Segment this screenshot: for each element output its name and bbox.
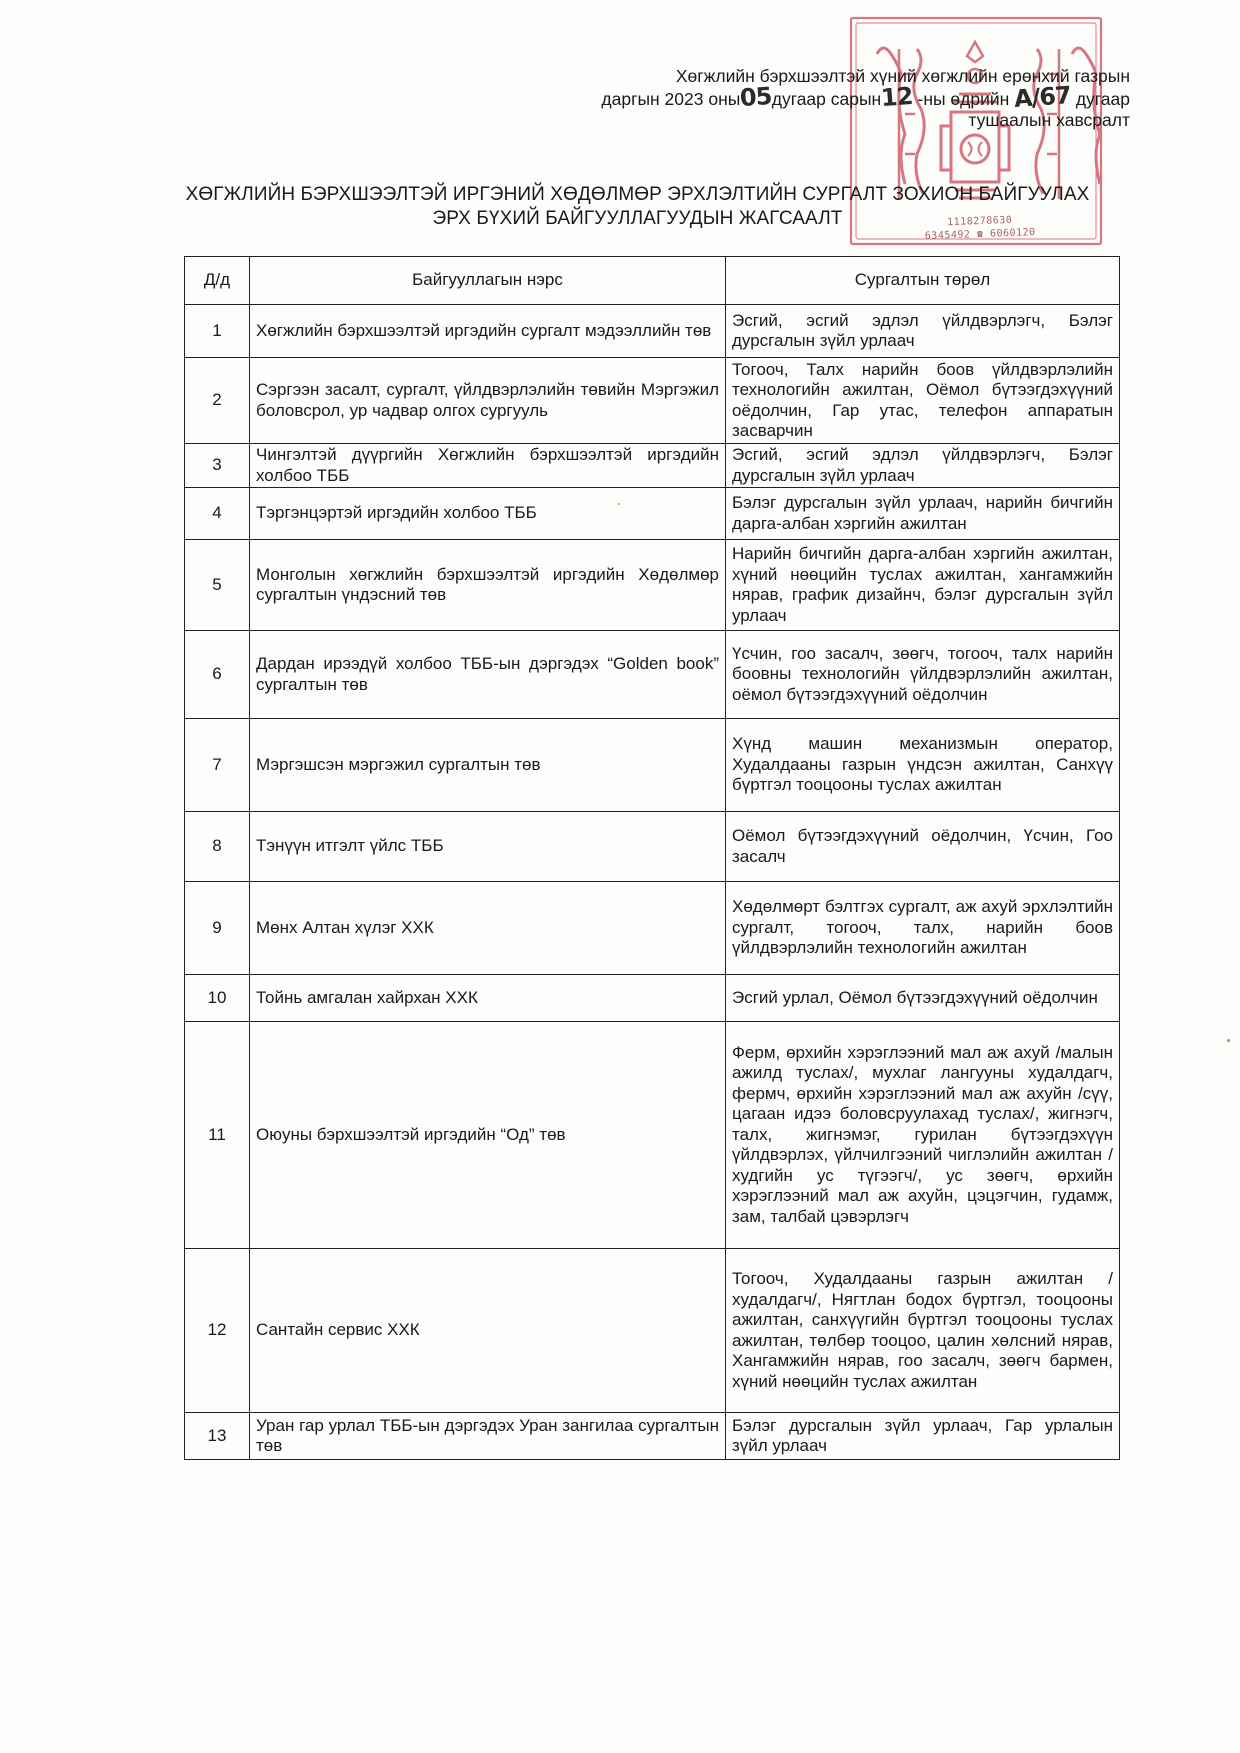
- annex-note-line3: тушаалын хавсралт: [968, 110, 1130, 130]
- table-row: [185, 1413, 1120, 1460]
- table-row: [185, 488, 1120, 540]
- document-title-line2: ЭРХ БҮХИЙ БАЙГУУЛЛАГУУДЫН ЖАГСААЛТ: [432, 208, 843, 229]
- organization-name: Мэргэшсэн мэргэжил сургалтын төв: [250, 719, 726, 812]
- table-row: [185, 1249, 1120, 1413]
- annex-note-line1: Хөгжлийн бэрхшээлтэй хүний хөгжлийн ерөнхий газрын: [675, 66, 1130, 86]
- handwritten-month: 05: [739, 81, 773, 113]
- table-row: [185, 975, 1120, 1022]
- annex-note-line2: [510, 81, 1130, 113]
- table-header-row: [185, 257, 1120, 305]
- header-number: Д/д: [185, 257, 250, 305]
- training-type: Эсгий, эсгий эдлэл үйлдвэрлэгч, Бэлэг дурсгалын зүйл урлаач: [726, 305, 1120, 358]
- scan-speck: [618, 503, 620, 505]
- row-number: 8: [185, 812, 250, 882]
- organization-name: Хөгжлийн бэрхшээлтэй иргэдийн сургалт мэдээллийн төв: [250, 305, 726, 358]
- organization-name: Монголын хөгжлийн бэрхшээлтэй иргэдийн Хөдөлмөр сургалтын үндэсний төв: [250, 540, 726, 631]
- training-type: Нарийн бичгийн дарга-албан хэргийн ажилтан, хүний нөөцийн туслах ажилтан, хангамжийн нярав, график дизайнч, бэлэг дурсгалын зүйл урлаач: [726, 540, 1120, 631]
- row-number: 10: [185, 975, 250, 1022]
- annex-note: [510, 66, 1130, 131]
- handwritten-order-number: А/67: [1013, 81, 1072, 113]
- row-number: 5: [185, 540, 250, 631]
- stamp-numbers-line2: 6345492 ☎ 6060120: [924, 227, 1036, 242]
- annex-note-line2-suffix: дугаар: [1075, 89, 1130, 109]
- header-training-type: Сургалтын төрөл: [726, 257, 1120, 305]
- organization-name: Сэргээн засалт, сургалт, үйлдвэрлэлийн төвийн Мэргэжил боловсрол, ур чадвар олгох сургууль: [250, 358, 726, 444]
- training-type: Хөдөлмөрт бэлтгэх сургалт, аж ахуй эрхлэлтийн сургалт, тогооч, талх, нарийн боов үйлдвэрлэлийн технологийн ажилтан: [726, 882, 1120, 975]
- training-type: Оёмол бүтээгдэхүүний оёдолчин, Үсчин, Гоо засалч: [726, 812, 1120, 882]
- organization-name: Дардан ирээдүй холбоо ТББ-ын дэргэдэх “Golden book” сургалтын төв: [250, 631, 726, 719]
- organization-name: Тэргэнцэртэй иргэдийн холбоо ТББ: [250, 488, 726, 540]
- row-number: 13: [185, 1413, 250, 1460]
- organizations-table: [184, 256, 1120, 1460]
- annex-note-line2-mid: дугаар сарын: [771, 89, 882, 109]
- table-row: [185, 882, 1120, 975]
- stamp-numbers-line1: 1118278630: [946, 214, 1013, 229]
- table-row: [185, 719, 1120, 812]
- table-row: [185, 540, 1120, 631]
- organization-name: Тэнүүн итгэлт үйлс ТББ: [250, 812, 726, 882]
- annex-note-line2-mid2: -ны өдрийн: [917, 89, 1010, 109]
- table-row: [185, 1022, 1120, 1249]
- handwritten-day: 12: [880, 81, 914, 113]
- annex-note-line2-prefix: даргын 2023 оны: [601, 89, 741, 109]
- training-type: Хүнд машин механизмын оператор, Худалдааны газрын үндсэн ажилтан, Санхүү бүртгэл тооцооны туслах ажилтан: [726, 719, 1120, 812]
- training-type: Эсгий урлал, Оёмол бүтээгдэхүүний оёдолчин: [726, 975, 1120, 1022]
- organization-name: Уран гар урлал ТББ-ын дэргэдэх Уран зангилаа сургалтын төв: [250, 1413, 726, 1460]
- row-number: 1: [185, 305, 250, 358]
- organization-name: Тойнь амгалан хайрхан ХХК: [250, 975, 726, 1022]
- organization-name: Оюуны бэрхшээлтэй иргэдийн “Од” төв: [250, 1022, 726, 1249]
- row-number: 6: [185, 631, 250, 719]
- header-organization: Байгууллагын нэрс: [250, 257, 726, 305]
- training-type: Үсчин, гоо засалч, зөөгч, тогооч, талх нарийн боовны технологийн үйлдвэрлэлийн ажилтан, оёмол бүтээгдэхүүний оёдолчин: [726, 631, 1120, 719]
- table-row: [185, 358, 1120, 444]
- training-type: Тогооч, Худалдааны газрын ажилтан /худалдагч/, Нягтлан бодох бүртгэл, тооцооны ажилтан, санхүүгийн бүртгэл тооцооны туслах ажилтан, төлбөр тооцоо, цалин хөлсний нярав, Хангамжийн нярав, гоо засалч, зөөгч бармен, хүний нөөцийн туслах ажилтан: [726, 1249, 1120, 1413]
- row-number: 7: [185, 719, 250, 812]
- row-number: 9: [185, 882, 250, 975]
- training-type: Ферм, өрхийн хэрэглээний мал аж ахуй /малын ажилд туслах/, мухлаг лангууны худалдагч, фермч, өрхийн хэрэглээний мал аж ахуйн /сүү, цагаан идээ боловсруулахад туслах/, жигнэгч, талх, жигнэмэг, гурилан бүтээгдэхүүн үйлдвэрлэх, үйлчилгээний чиглэлийн ажилтан /худгийн ус түгээгч/, ус зөөгч, өрхийн хэрэглээний мал аж ахуйн, цэцэгчин, гудамж, зам, талбай цэвэрлэгч: [726, 1022, 1120, 1249]
- table-row: [185, 305, 1120, 358]
- row-number: 3: [185, 444, 250, 488]
- scan-speck: [1227, 1039, 1230, 1042]
- training-type: Эсгий, эсгий эдлэл үйлдвэрлэгч, Бэлэг дурсгалын зүйл урлаач: [726, 444, 1120, 488]
- row-number: 4: [185, 488, 250, 540]
- training-type: Бэлэг дурсгалын зүйл урлаач, нарийн бичгийн дарга-албан хэргийн ажилтан: [726, 488, 1120, 540]
- table-row: [185, 812, 1120, 882]
- row-number: 2: [185, 358, 250, 444]
- document-title-line1: ХӨГЖЛИЙН БЭРХШЭЭЛТЭЙ ИРГЭНИЙ ХӨДӨЛМӨР ЭРХЛЭЛТИЙН СУРГАЛТ ЗОХИОН БАЙГУУЛАХ: [185, 184, 1090, 205]
- row-number: 12: [185, 1249, 250, 1413]
- organization-name: Мөнх Алтан хүлэг ХХК: [250, 882, 726, 975]
- table-row: [185, 631, 1120, 719]
- training-type: Бэлэг дурсгалын зүйл урлаач, Гар урлалын зүйл урлаач: [726, 1413, 1120, 1460]
- organization-name: Сантайн сервис ХХК: [250, 1249, 726, 1413]
- table-row: [185, 444, 1120, 488]
- training-type: Тогооч, Талх нарийн боов үйлдвэрлэлийн технологийн ажилтан, Оёмол бүтээгдэхүүний оёдолчин, Гар утас, телефон аппаратын засварчин: [726, 358, 1120, 444]
- document-title: [150, 183, 1125, 231]
- row-number: 11: [185, 1022, 250, 1249]
- organization-name: Чингэлтэй дүүргийн Хөгжлийн бэрхшээлтэй иргэдийн холбоо ТББ: [250, 444, 726, 488]
